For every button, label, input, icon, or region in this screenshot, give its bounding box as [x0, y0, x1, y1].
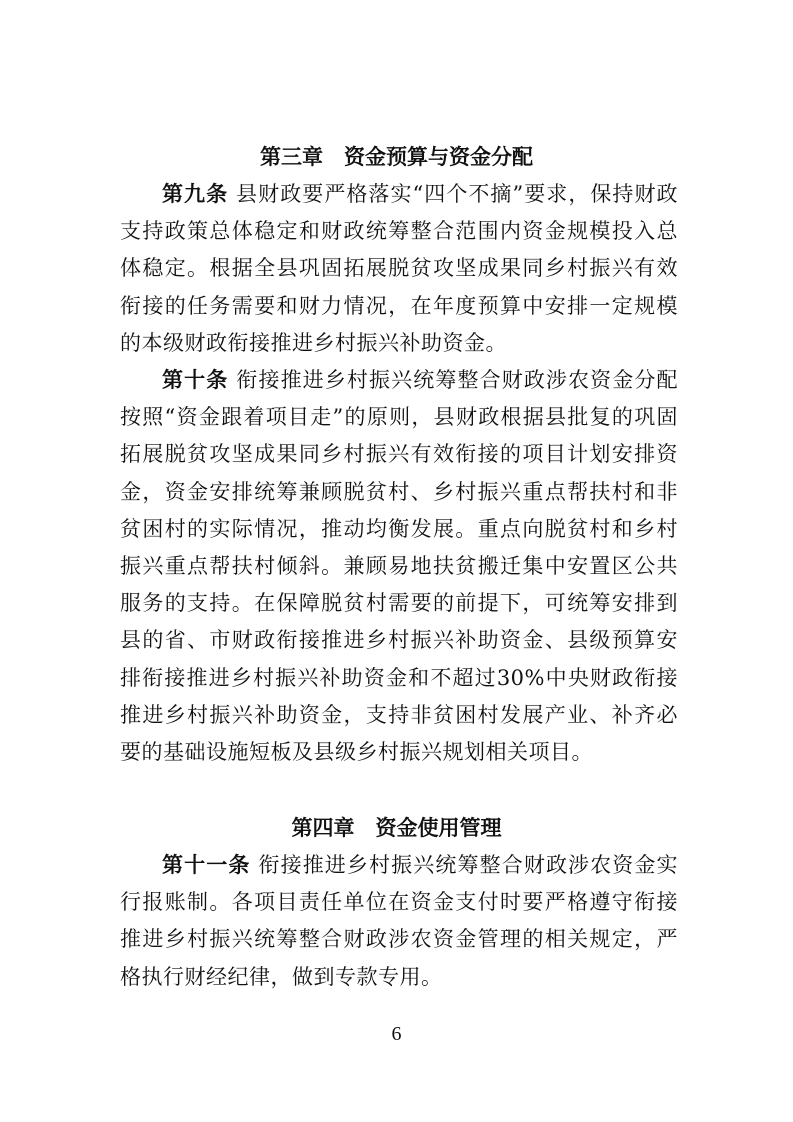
article-11-text: 衔接推进乡村振兴统筹整合财政涉农资金实行报账制。各项目责任单位在资金支付时要严格遵守衔接推进乡村振兴统筹整合财政涉农资金管理的相关规定，严格执行财经纪律，做到专款专用。: [120, 853, 679, 989]
chapter-3-heading: 第三章 资金预算与资金分配: [260, 145, 533, 169]
article-10-label: 第十条: [162, 368, 229, 392]
article-10-text: 衔接推进乡村振兴统筹整合财政涉农资金分配按照“资金跟着项目走”的原则，县财政根据县批复的巩固拓展脱贫攻坚成果同乡村振兴有效衔接的项目计划安排资金，资金安排统筹兼顾脱贫村、乡村振兴重点帮扶村和非贫困村的实际情况，推动均衡发展。重点向脱贫村和乡村振兴重点帮扶村倾斜。兼顾易地扶贫搬迁集中安置区公共服务的支持。在保障脱贫村需要的前提下，可统筹安排到县的省、市财政衔接推进乡村振兴补助资金、县级预算安排衔接推进乡村振兴补助资金和不超过30%中央财政衔接推进乡村振兴补助资金，支持非贫困村发展产业、补齐必要的基础设施短板及县级乡村振兴规划相关项目。: [120, 368, 679, 765]
article-9: [120, 176, 678, 362]
chapter-4-heading: 第四章 资金使用管理: [291, 816, 502, 840]
article-10: [120, 362, 678, 771]
article-11: [120, 847, 678, 996]
page-number: 6: [391, 1023, 402, 1045]
article-11-label: 第十一条: [162, 853, 251, 877]
article-9-text: 县财政要严格落实“四个不摘”要求，保持财政支持政策总体稳定和财政统筹整合范围内资金规模投入总体稳定。根据全县巩固拓展脱贫攻坚成果同乡村振兴有效衔接的任务需要和财力情况，在年度预算中安排一定规模的本级财政衔接推进乡村振兴补助资金。: [120, 182, 678, 355]
article-9-label: 第九条: [162, 182, 229, 206]
